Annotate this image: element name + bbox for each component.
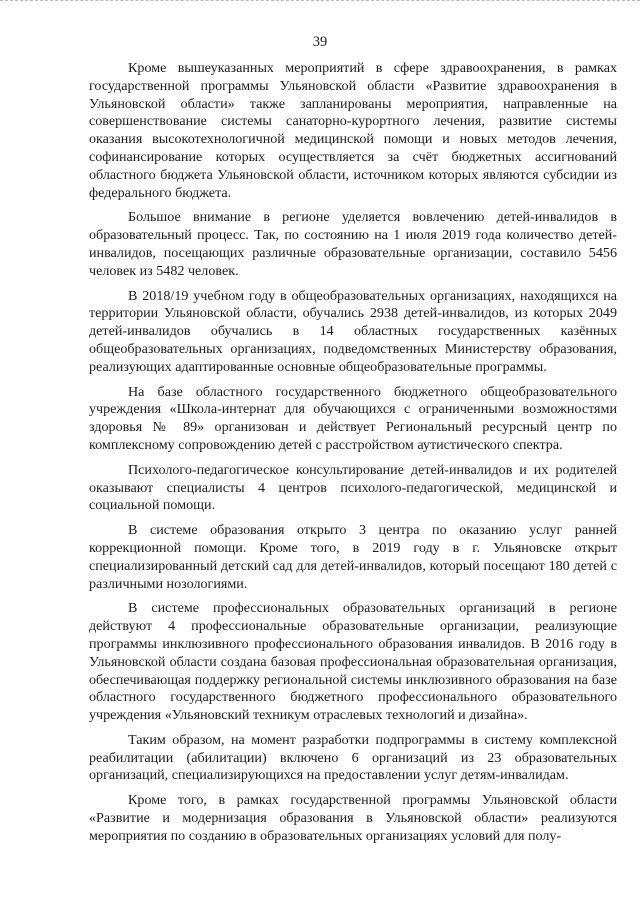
paragraph-professional-education: В системе профессиональных образовательных организаций в регионе действуют 4 профессиональные образовательные организации, реализующие программы инклюзивного профессионального образования инвалидов. В 2016 году в Ульяновской области создана базовая профессиональная образовательная организация, обеспечивающая поддержку региональной системы инклюзивного образования на базе областного государственного бюджетного профессионального образовательного учреждения «Ульяновский техникум отраслевых технологий и дизайна». [89, 600, 617, 724]
scan-edge [0, 0, 640, 7]
paragraph-healthcare-program: Кроме вышеуказанных мероприятий в сфере здравоохранения, в рамках государственной программы Ульяновской области «Развитие здравоохранения в Ульяновской области» также запланированы мероприятия, направленные на совершенствование системы санаторно-курортного лечения, развитие системы оказания высокотехнологичной медицинской помощи и новых методов лечения, софинансирование которых осуществляется за счёт бюджетных ассигнований областного бюджета Ульяновской области, источником которых являются субсидии из федерального бюджета. [89, 60, 617, 201]
paragraph-rehabilitation-summary: Таким образом, на момент разработки подпрограммы в систему комплексной реабилитации (абилитации) включено 6 организаций из 23 образовательных организаций, специализирующихся на предоставлении услуг детям-инвалидам. [89, 731, 617, 784]
page-number: 39 [312, 34, 328, 50]
paragraph-resource-center: На базе областного государственного бюджетного общеобразовательного учреждения «Школа-интернат для обучающихся с ограниченными возможностями здоровья № 89» организован и действует Региональный ресурсный центр по комплексному сопровождению детей с расстройством аутистического спектра. [89, 383, 617, 453]
paragraph-general-education-statistics: В 2018/19 учебном году в общеобразовательных организациях, находящихся на территории Ульяновской области, обучались 2938 детей-инвалидов, из которых 2049 детей-инвалидов обучались в 14 областных государственных казённых общеобразовательных организациях, подведомственных Министерству образования, реализующих адаптированные основные общеобразовательные программы. [89, 287, 617, 375]
paragraph-early-help-centers: В системе образования открыто 3 центра по оказанию услуг ранней коррекционной помощи. Кроме того, в 2019 году в г. Ульяновске открыт специализированный детский сад для детей-инвалидов, который посещают 180 детей с различными нозологиями. [89, 522, 617, 592]
paragraph-modernization-program: Кроме того, в рамках государственной программы Ульяновской области «Развитие и модернизация образования в Ульяновской области» реализуются мероприятия по созданию в образовательных организациях условий для полу- [89, 792, 617, 844]
paragraph-psychological-consulting: Психолого-педагогическое консультирование детей-инвалидов и их родителей оказывают специалисты 4 центров психолого-педагогической, медицинской и социальной помощи. [89, 461, 617, 514]
paragraph-children-education-involvement: Большое внимание в регионе уделяется вовлечению детей-инвалидов в образовательный процесс. Так, по состоянию на 1 июля 2019 года количество детей-инвалидов, посещающих различные образовательные организации, составило 5456 человек из 5482 человек. [89, 209, 617, 279]
document-body [89, 60, 617, 853]
